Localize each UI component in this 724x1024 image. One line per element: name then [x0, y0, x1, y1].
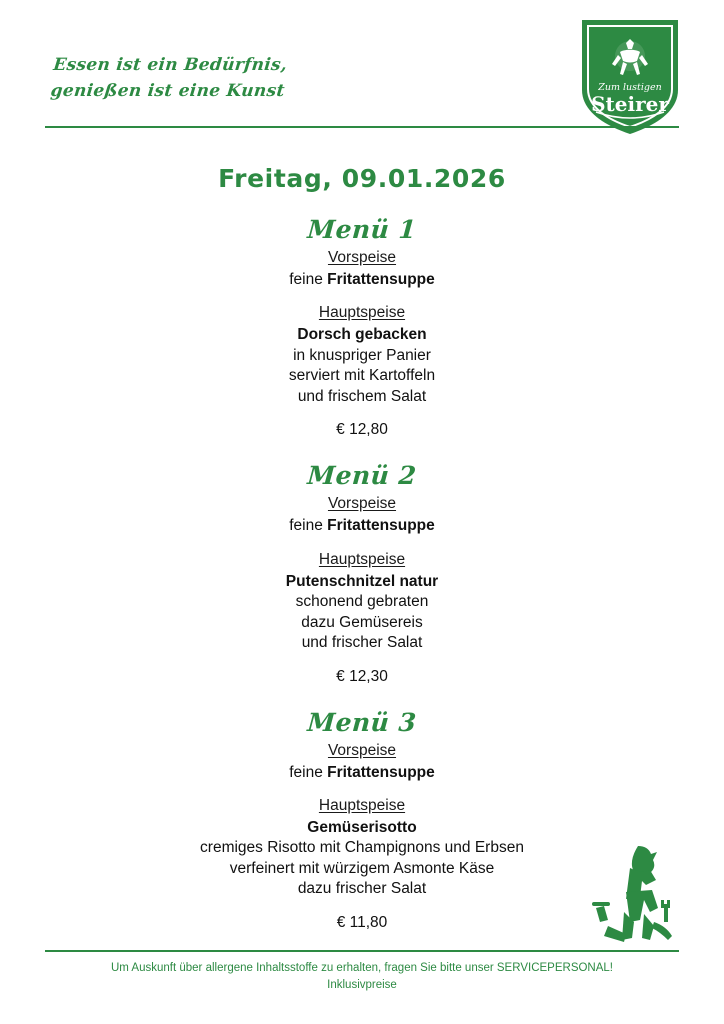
svg-text:Zum lustigen: Zum lustigen [598, 82, 662, 93]
menu-block [0, 461, 724, 685]
menu-date: Freitag, 09.01.2026 [218, 164, 506, 193]
course-label-starter: Vorspeise [327, 495, 397, 513]
course-label-main: Hauptspeise [318, 304, 406, 322]
header-divider [45, 126, 679, 128]
restaurant-logo [576, 16, 684, 136]
course-label-main: Hauptspeise [318, 550, 406, 568]
menu-price: € 12,30 [336, 667, 388, 685]
brand-slogan-line-1: Essen ist ein Bedürfnis, [52, 55, 289, 75]
main-line: verfeinert mit würzigem Asmonte Käse [229, 859, 495, 877]
waiter-mascot-icon [568, 842, 680, 942]
footer-note [0, 960, 724, 995]
main-line: und frischem Salat [297, 387, 427, 405]
main-line: Gemüserisotto [307, 818, 417, 836]
footer-divider [45, 950, 679, 952]
main-line: serviert mit Kartoffeln [288, 367, 436, 385]
starter-dish: Fritattensuppe [327, 763, 435, 781]
menu-price: € 12,80 [336, 421, 388, 439]
starter-prefix: feine [289, 517, 328, 535]
footer-line-2: Inklusivpreise [327, 978, 397, 991]
brand-slogan [49, 52, 289, 105]
main-line: Putenschnitzel natur [285, 572, 439, 590]
course-spacer [0, 290, 724, 304]
menu-price: € 11,80 [336, 913, 388, 931]
starter-dish: Fritattensuppe [327, 271, 435, 288]
footer-line-1: Um Auskunft über allergene Inhaltsstoffe zu erhalten, fragen Sie bitte unser SERVICEPERSONAL! [110, 961, 613, 974]
starter-line [0, 763, 724, 783]
main-line: in knuspriger Panier [293, 346, 431, 364]
main-line: schonend gebraten [295, 593, 429, 611]
starter-line [0, 270, 724, 290]
main-line: dazu frischer Salat [297, 880, 427, 898]
main-line: und frischer Salat [301, 634, 423, 652]
main-line: cremiges Risotto mit Champignons und Erbsen [200, 839, 524, 857]
brand-slogan-line-2: genießen ist eine Kunst [49, 81, 286, 102]
menu-list [0, 215, 724, 932]
menu-block [0, 215, 724, 439]
menu-title: Menü 2 [306, 461, 418, 491]
course-spacer [0, 537, 724, 551]
svg-text:Steirer: Steirer [591, 92, 669, 116]
main-line: dazu Gemüsereis [301, 613, 423, 631]
course-spacer [0, 783, 724, 797]
starter-line [0, 516, 724, 536]
menu-title: Menü 3 [306, 707, 418, 737]
starter-prefix: feine [289, 271, 328, 288]
course-label-starter: Vorspeise [327, 741, 397, 759]
main-line: Dorsch gebacken [297, 326, 427, 344]
page-header [0, 0, 724, 128]
menu-title: Menü 1 [306, 215, 418, 244]
starter-prefix: feine [289, 763, 328, 781]
course-label-starter: Vorspeise [327, 249, 397, 266]
course-label-main: Hauptspeise [318, 796, 406, 814]
starter-dish: Fritattensuppe [327, 517, 435, 535]
